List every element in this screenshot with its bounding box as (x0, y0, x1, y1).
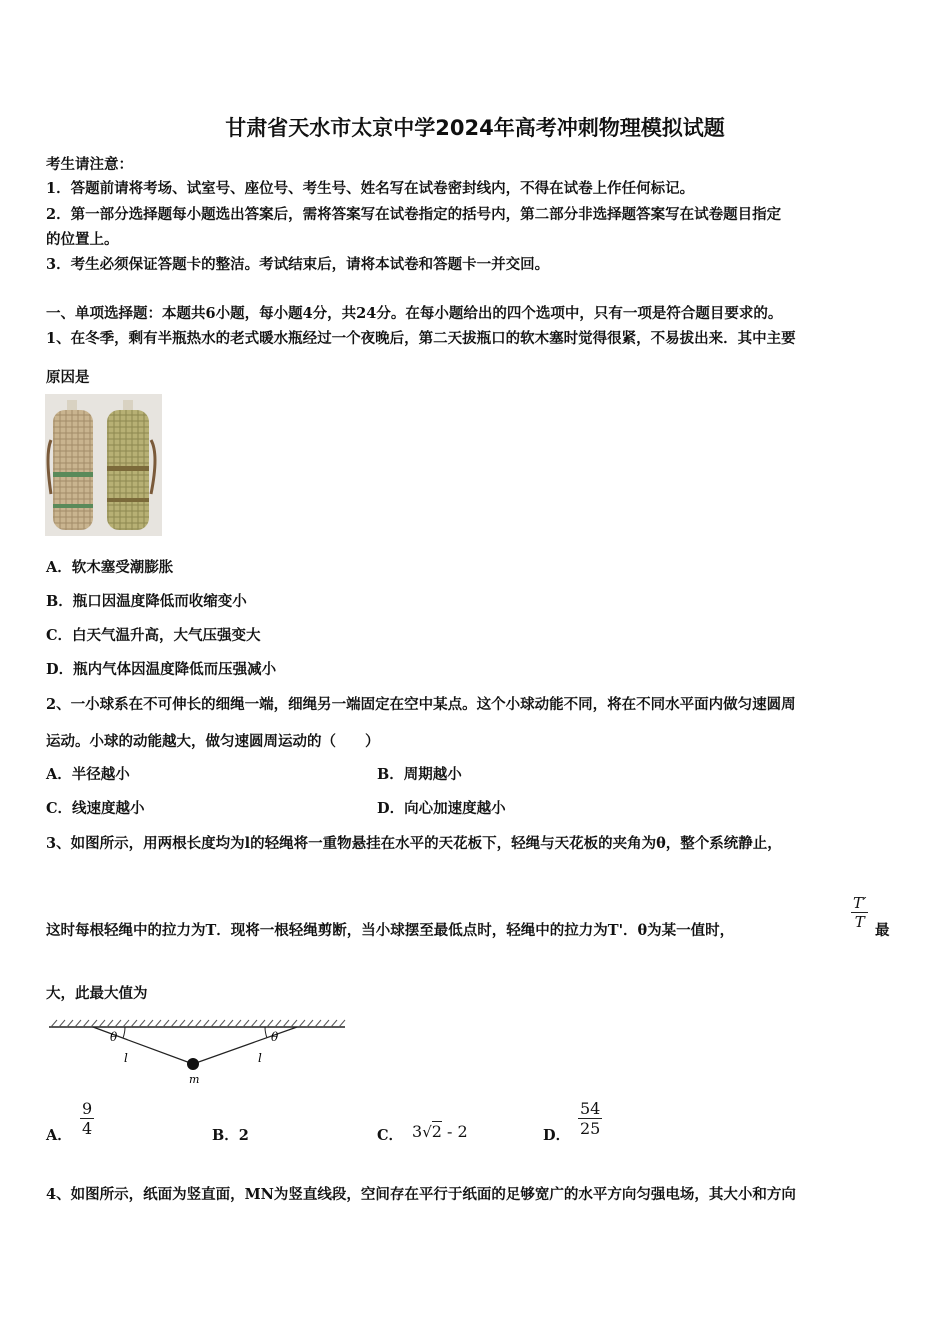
section-heading: 一、单项选择题：本题共6小题，每小题4分，共24分。在每小题给出的四个选项中，只有一项是符合题目要求的。 (46, 305, 783, 322)
question-2-text: 2、一小球系在不可伸长的细绳一端，细绳另一端固定在空中某点。这个小球动能不同，将在不同水平面内做匀速圆周 (46, 696, 796, 713)
fraction-denominator: 4 (82, 1119, 93, 1138)
option-c: C．白天气温升高，大气压强变大 (46, 627, 261, 644)
option-b: B．周期越小 (377, 766, 462, 783)
length-label: l (258, 1051, 262, 1065)
radical-coefficient: 3 (412, 1122, 423, 1141)
option-d-label: D． (543, 1127, 571, 1144)
question-2-text: 运动。小球的动能越大，做匀速圆周运动的（ ） (46, 733, 380, 750)
fraction-denominator: T (854, 913, 865, 931)
question-1-text: 1、在冬季，剩有半瓶热水的老式暖水瓶经过一个夜晚后，第二天拔瓶口的软木塞时觉得很紧，不易拔出来．其中主要 (46, 330, 796, 347)
question-3-text: 大，此最大值为 (46, 985, 148, 1002)
page-title: 甘肃省天水市太京中学2024年高考冲刺物理模拟试题 (225, 116, 725, 140)
option-c-expression (412, 1122, 468, 1141)
theta-label: θ (110, 1030, 118, 1044)
theta-label: θ (271, 1030, 279, 1044)
notice-item: 2．第一部分选择题每小题选出答案后，需将答案写在试卷指定的括号内，第二部分非选择题答案写在试卷题目指定 (46, 206, 782, 223)
fraction-t-ratio (851, 893, 868, 931)
fraction-numerator: 54 (580, 1099, 601, 1118)
option-d: D．向心加速度越小 (377, 800, 506, 817)
option-c: C．线速度越小 (46, 800, 145, 817)
notice-item: 的位置上。 (46, 231, 119, 248)
question-3-text: 这时每根轻绳中的拉力为T．现将一根轻绳剪断，当小球摆至最低点时，轻绳中的拉力为T'．θ为某一值时， (46, 922, 735, 939)
length-label: l (124, 1051, 128, 1065)
question-4-text: 4、如图所示，纸面为竖直面，MN为竖直线段，空间存在平行于纸面的足够宽广的水平方向匀强电场，其大小和方向 (46, 1186, 796, 1203)
question-3-text: 3、如图所示，用两根长度均为l的轻绳将一重物悬挂在水平的天花板下，轻绳与天花板的夹角为θ，整个系统静止， (46, 835, 782, 852)
question-3-text: 最 (875, 922, 890, 939)
fraction-denominator: 25 (580, 1119, 601, 1138)
option-d: D．瓶内气体因温度降低而压强减小 (46, 661, 277, 678)
radicand: 2 (431, 1122, 442, 1141)
thermos-photo (45, 394, 162, 536)
notice-item: 3．考生必须保证答题卡的整洁。考试结束后，请将本试卷和答题卡一并交回。 (46, 256, 550, 273)
option-a-fraction (80, 1099, 94, 1138)
fraction-numerator: T′ (853, 894, 867, 912)
option-a-label: A． (46, 1127, 72, 1144)
rope-diagram (47, 1017, 347, 1087)
option-a: A．软木塞受潮膨胀 (46, 559, 174, 576)
option-b: B．瓶口因温度降低而收缩变小 (46, 593, 247, 610)
option-c-label: C． (377, 1127, 404, 1144)
option-a: A．半径越小 (46, 766, 130, 783)
radical-sign: √ (422, 1123, 432, 1141)
notice-item: 1．答题前请将考场、试室号、座位号、考生号、姓名写在试卷密封线内，不得在试卷上作任何标记。 (46, 180, 695, 197)
mass-label: m (189, 1073, 200, 1086)
fraction-numerator: 9 (82, 1099, 93, 1118)
option-b: B．2 (212, 1127, 249, 1144)
question-1-text: 原因是 (46, 369, 90, 386)
option-d-fraction (578, 1099, 602, 1138)
notice-heading: 考生请注意： (46, 156, 133, 173)
expression-tail: - 2 (441, 1122, 468, 1141)
